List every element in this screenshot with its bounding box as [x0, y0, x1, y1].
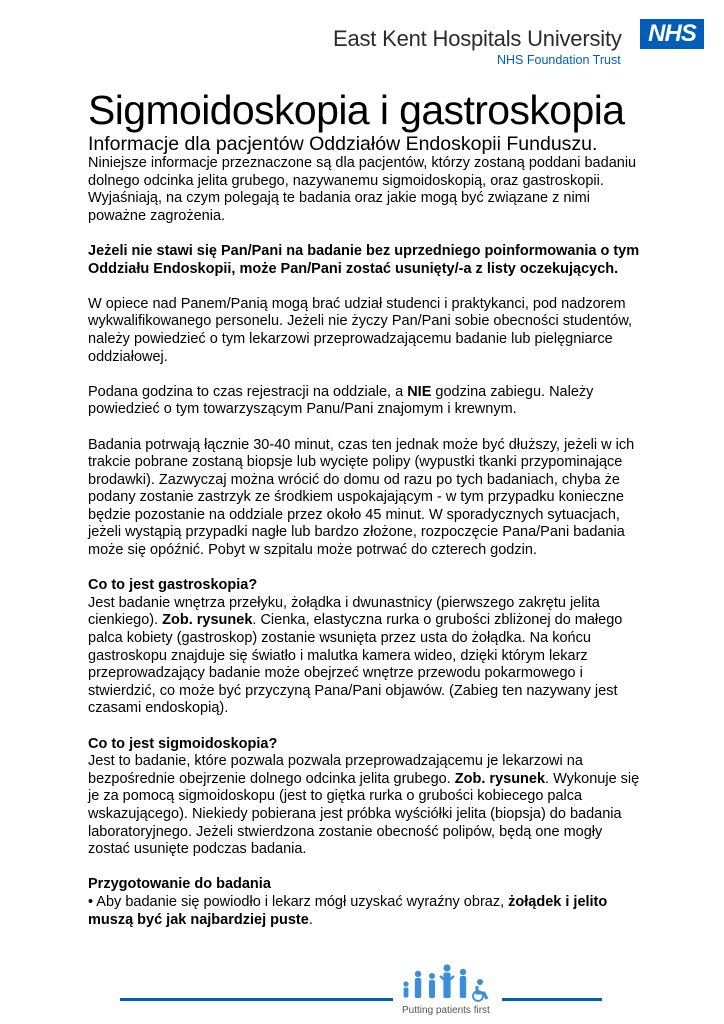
prep-text-bold: żołądek i jelito muszą być jak najbardziej puste [88, 893, 608, 928]
nhs-logo: NHS [640, 19, 704, 49]
sigmo-text-before: Jest to badanie, które pozwala pozwala przeprowadzającemu je lekarzowi na bezpośrednie obejrzenie dolnego odcinka jelita grubego. [88, 753, 583, 787]
gastro-text-after: . Cienka, elastyczna rurka o grubości zbliżonej do małego palca kobiety (gastroskop) zostanie wsunięta przez usta do żołądka. Na końcu gastroskopu znajduje się światło i malutka kamera wideo, dzięki którym lekarz przeprowadzający badanie może obejrzeć wnętrze przewodu pokarmowego i stwierdzić, co może być przyczyną Pana/Pani objawów. (Zabieg ten nazywany jest czasami endoskopią). [88, 612, 623, 717]
sigmo-figure-ref: Zob. rysunek [454, 770, 546, 787]
time-text-after: godzina zabiegu. Należy powiedzieć o tym towarzyszącym Panu/Pani znajomym i krewnym. [88, 383, 594, 418]
document-body [88, 86, 648, 929]
warning-text: Jeżeli nie stawi się Pan/Pani na badanie bez uprzedniego poinformowania o tym Oddziału Endoskopii, może Pan/Pani zostać usunięty/-a z listy oczekujących. [88, 242, 640, 277]
prep-text-before: • Aby badanie się powiodło i lekarz mógł uzyskać wyraźny obraz, [88, 893, 509, 910]
time-text-bold: NIE [407, 383, 432, 400]
duration-paragraph: Badania potrwają łącznie 30-40 minut, czas ten jednak może być dłuższy, jeżeli w ich trakcie pobrane zostaną biopsje lub wycięte polipy (wypustki tkanki przypominające brodawki). Zazwyczaj można wrócić do domu od razu po tych badaniach, chyba że podany zostanie zastrzyk ze środkiem uspokajającym - w tym przypadku konieczne będzie pozostanie na oddziale przez około 45 minut. W sporadycznych sytuacjach, jeżeli wystąpią przypadki nagłe lub bardzo złożone, rozpoczęcie Pana/Pani badania może się opóźnić. Pobyt w szpitalu może potrwać do czterech godzin. [88, 436, 635, 559]
gastro-heading-text: Co to jest gastroskopia? [88, 577, 258, 594]
gastro-figure-ref: Zob. rysunek [162, 612, 253, 629]
students-paragraph: W opiece nad Panem/Panią mogą brać udział studenci i praktykanci, pod nadzorem wykwalifikowanego personelu. Jeżeli nie życzy Pan/Pani sobie obecności studentów, należy powiedzieć o tym lekarzowi przeprowadzającemu badanie lub pielęgniarce oddziałowej. [88, 295, 633, 365]
warning-paragraph [88, 243, 648, 278]
gastro-paragraph [88, 595, 648, 718]
prep-paragraph [88, 894, 648, 929]
gastro-heading [88, 577, 648, 595]
prep-text-after: . [308, 911, 313, 928]
intro-paragraph: Niniejsze informacje przeznaczone są dla pacjentów, którzy zostaną poddani badaniu dolnego odcinka jelita grubego, nazywanemu sigmoidoskopią, oraz gastroskopii. Wyjaśniają, na czym polegają te badania oraz jakie mogą być związane z nimi poważne zagrożenia. [88, 155, 637, 224]
gastro-text-before: Jest badanie wnętrza przełyku, żołądka i dwunastnicy (pierwszego zakrętu jelita cienkiego). [88, 594, 600, 629]
prep-heading-text: Przygotowanie do badania [88, 876, 271, 893]
time-paragraph [88, 384, 648, 419]
footer-divider-right [502, 998, 602, 1001]
footer-divider-left [120, 998, 393, 1001]
prep-heading [88, 876, 648, 894]
sigmo-text-after: . Wykonuje się je za pomocą sigmoidoskopu (jest to giętka rurka o grubości kobiecego palca wskazującego). Niekiedy pobierana jest próbka wyściółki jelita (biopsja) do badania laboratoryjnego. Jeżeli stwierdzona zostanie obecność polipów, będą one mogły zostać usunięte podczas badania. [88, 770, 640, 858]
organization-name: East Kent Hospitals University [333, 26, 622, 51]
patients-figures-icon [400, 960, 500, 1004]
page-subtitle: Informacje dla pacjentów Oddziałów Endoskopii Funduszu. [88, 133, 598, 155]
sigmo-heading-text: Co to jest sigmoidoskopia? [88, 735, 278, 752]
page-title: Sigmoidoskopia i gastroskopia [88, 87, 625, 133]
trust-name: NHS Foundation Trust [497, 53, 621, 67]
sigmo-paragraph [88, 753, 648, 859]
page-header [0, 0, 724, 80]
sigmo-heading [88, 736, 648, 754]
time-text-before: Podana godzina to czas rejestracji na oddziale, a [88, 383, 408, 400]
footer-motto: Putting patients first [402, 1005, 490, 1016]
